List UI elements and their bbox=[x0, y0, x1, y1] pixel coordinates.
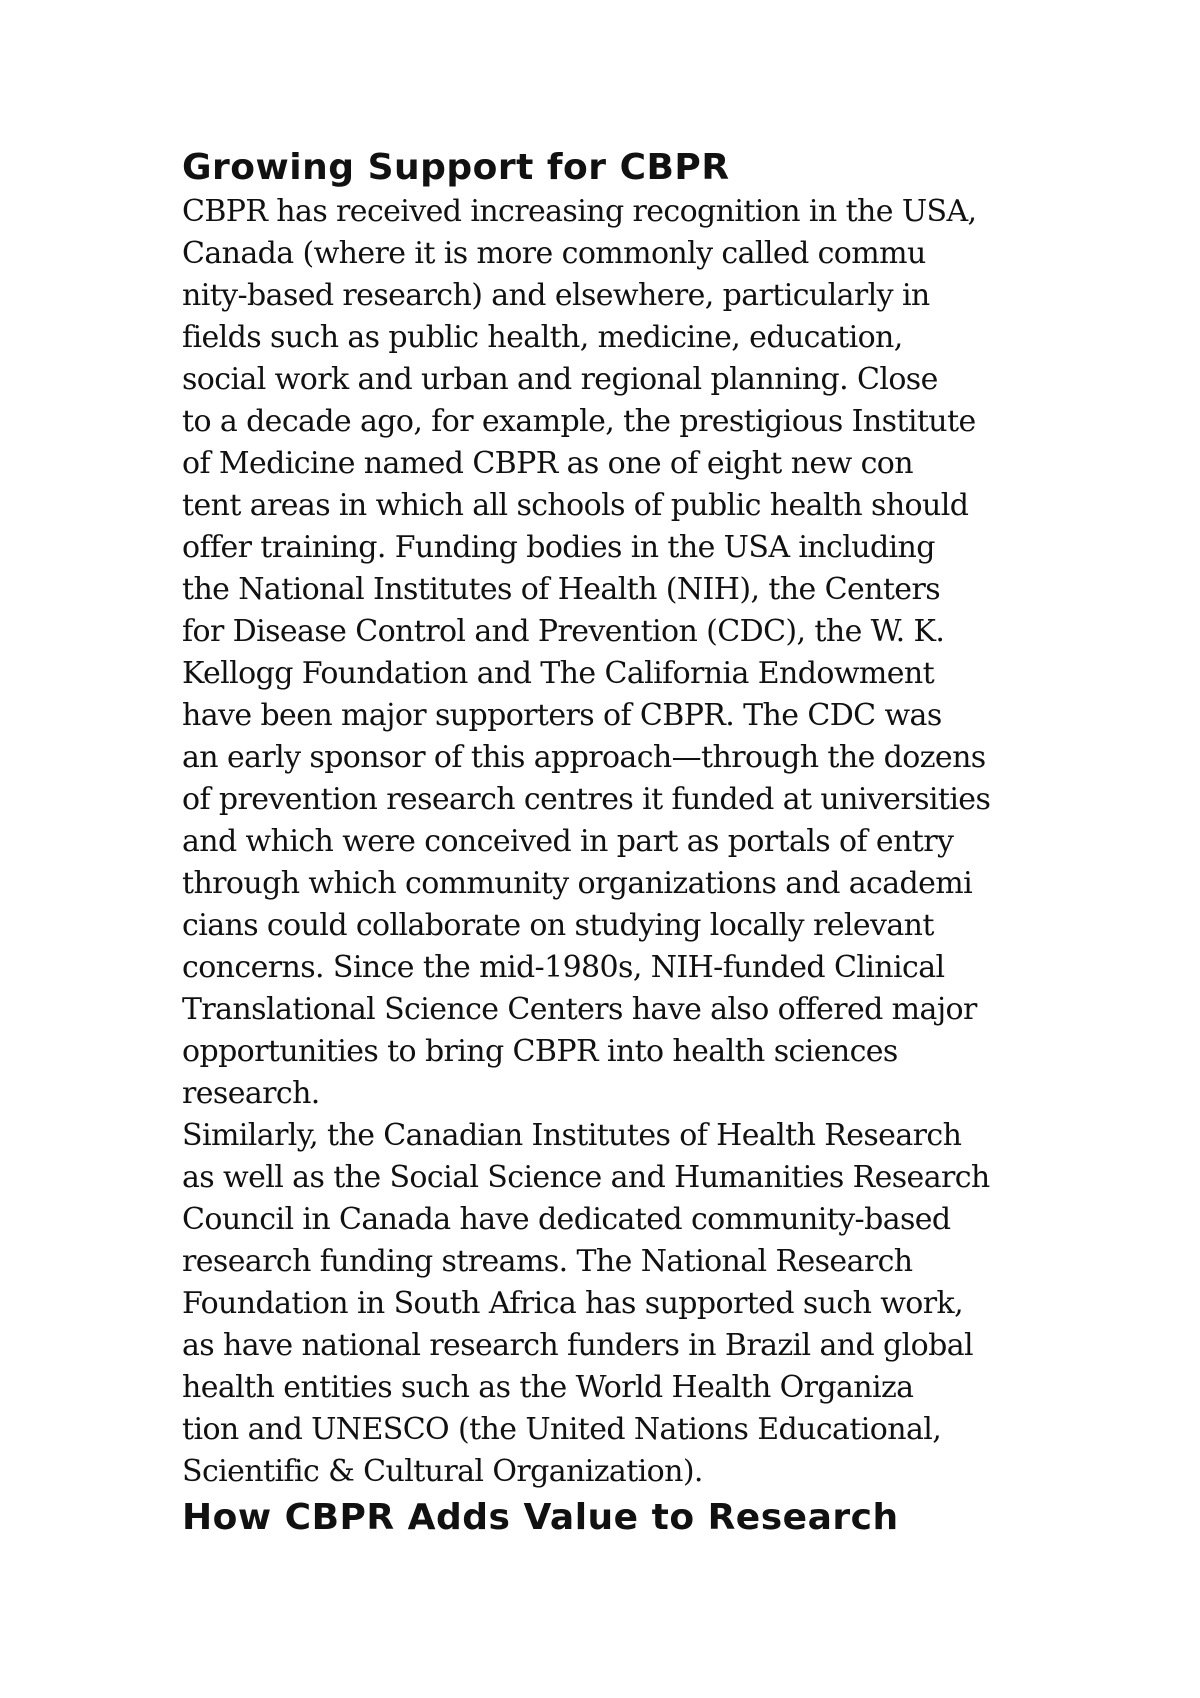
text-line: of prevention research centres it funded at universities bbox=[182, 782, 991, 817]
text-line: research funding streams. The National Research bbox=[182, 1244, 913, 1279]
paragraph-international-funding bbox=[182, 1115, 1012, 1493]
text-line: CBPR has received increasing recognition in the USA, bbox=[182, 194, 977, 229]
text-line: Kellogg Foundation and The California Endowment bbox=[182, 656, 935, 691]
text-line: fields such as public health, medicine, education, bbox=[182, 320, 903, 355]
text-line: tion and UNESCO (the United Nations Educational, bbox=[182, 1412, 942, 1447]
section-heading-adds-value: How CBPR Adds Value to Research bbox=[182, 1497, 899, 1538]
text-line: to a decade ago, for example, the prestigious Institute bbox=[182, 404, 976, 439]
paragraph-cbpr-recognition bbox=[182, 191, 1012, 1115]
text-line: Scientific & Cultural Organization). bbox=[182, 1454, 703, 1489]
text-line: as well as the Social Science and Humanities Research bbox=[182, 1160, 990, 1195]
text-line: offer training. Funding bodies in the USA including bbox=[182, 530, 935, 565]
document-page bbox=[182, 145, 1012, 1541]
text-line: have been major supporters of CBPR. The CDC was bbox=[182, 698, 942, 733]
text-line: social work and urban and regional planning. Close bbox=[182, 362, 938, 397]
text-line: through which community organizations and academi bbox=[182, 866, 973, 901]
text-line: tent areas in which all schools of public health should bbox=[182, 488, 969, 523]
text-line: as have national research funders in Brazil and global bbox=[182, 1328, 973, 1363]
text-line: Canada (where it is more commonly called commu bbox=[182, 236, 926, 271]
text-line: Council in Canada have dedicated community-based bbox=[182, 1202, 951, 1237]
text-line: of Medicine named CBPR as one of eight new con bbox=[182, 446, 913, 481]
section-heading-growing-support: Growing Support for CBPR bbox=[182, 147, 730, 188]
text-line: cians could collaborate on studying locally relevant bbox=[182, 908, 934, 943]
text-line: Foundation in South Africa has supported such work, bbox=[182, 1286, 964, 1321]
text-line: research. bbox=[182, 1076, 320, 1111]
text-line: for Disease Control and Prevention (CDC), the W. K. bbox=[182, 614, 945, 649]
text-line: Similarly, the Canadian Institutes of Health Research bbox=[182, 1118, 962, 1153]
text-line: Translational Science Centers have also offered major bbox=[182, 992, 977, 1027]
text-line: health entities such as the World Health Organiza bbox=[182, 1370, 914, 1405]
text-line: concerns. Since the mid-1980s, NIH-funded Clinical bbox=[182, 950, 945, 985]
text-line: nity-based research) and elsewhere, particularly in bbox=[182, 278, 930, 313]
text-line: opportunities to bring CBPR into health sciences bbox=[182, 1034, 898, 1069]
text-line: the National Institutes of Health (NIH), the Centers bbox=[182, 572, 940, 607]
text-line: an early sponsor of this approach—through the dozens bbox=[182, 740, 986, 775]
text-line: and which were conceived in part as portals of entry bbox=[182, 824, 954, 859]
